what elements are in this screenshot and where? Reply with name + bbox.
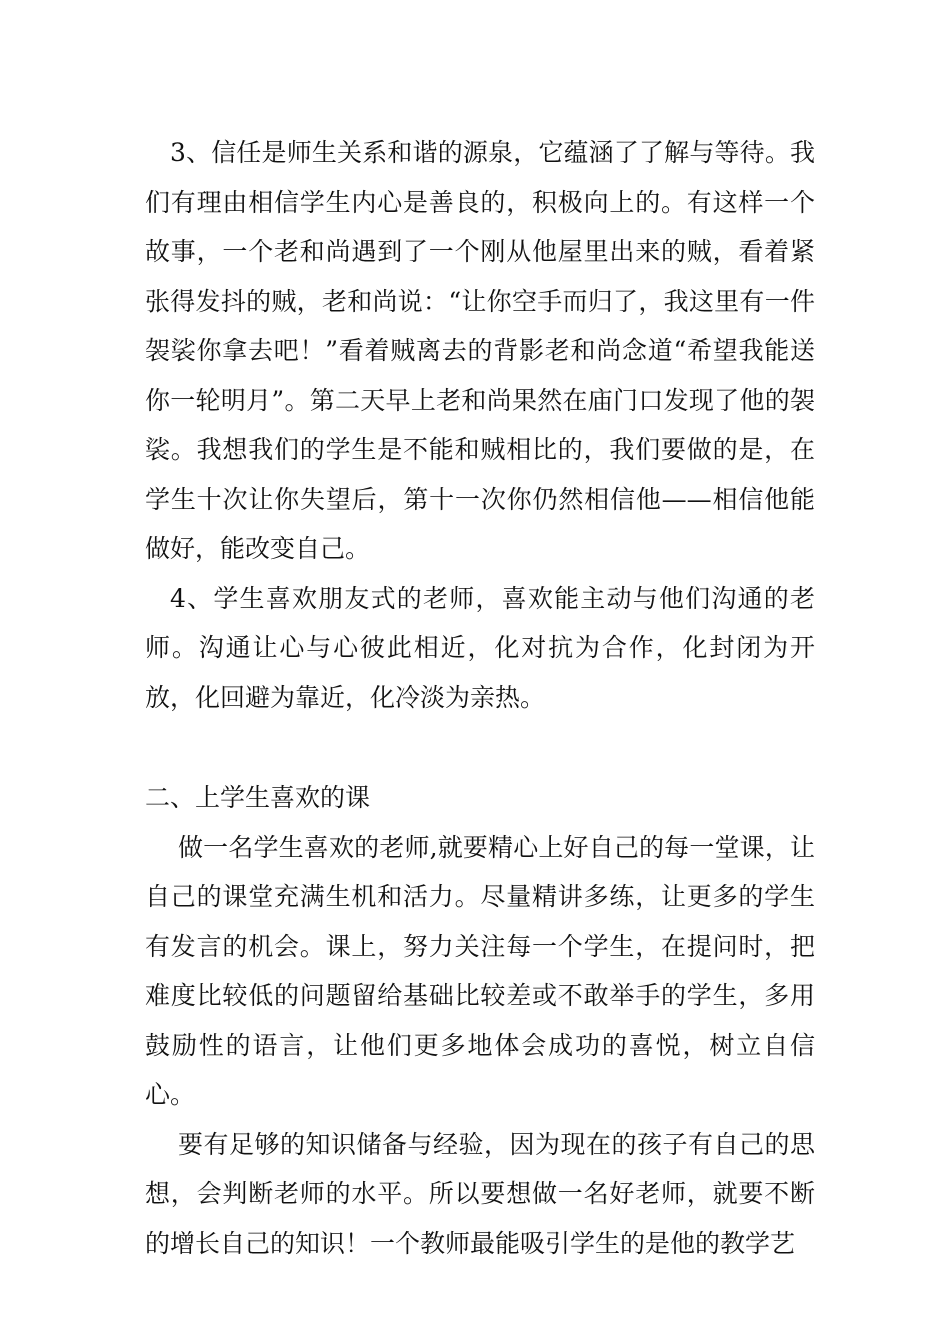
- paragraph-communication: 4、学生喜欢朋友式的老师，喜欢能主动与他们沟通的老师。沟通让心与心彼此相近，化对抗为合作，化封闭为开放，化回避为靠近，化冷淡为亲热。: [145, 583, 815, 712]
- paragraph-knowledge: 要有足够的知识储备与经验，因为现在的孩子有自己的思想，会判断老师的水平。所以要想做一名好老师，就要不断的增长自己的知识！一个教师最能吸引学生的是他的教学艺: [145, 1129, 815, 1258]
- section-heading: 二、上学生喜欢的课: [145, 783, 371, 812]
- document-body: [145, 128, 815, 1268]
- paragraph-trust: 3、信任是师生关系和谐的源泉，它蕴涵了了解与等待。我们有理由相信学生内心是善良的，积极向上的。有这样一个故事，一个老和尚遇到了一个刚从他屋里出来的贼，看着紧张得发抖的贼，老和尚说：“让你空手而归了，我这里有一件袈裟你拿去吧！”看着贼离去的背影老和尚念道“希望我能送你一轮明月”。第二天早上老和尚果然在庙门口发现了他的袈裟。我想我们的学生是不能和贼相比的，我们要做的是，在学生十次让你失望后，第十一次你仍然相信他——相信他能做好，能改变自己。: [145, 138, 815, 563]
- paragraph-class-quality: 做一名学生喜欢的老师,就要精心上好自己的每一堂课，让自己的课堂充满生机和活力。尽量精讲多练，让更多的学生有发言的机会。课上，努力关注每一个学生，在提问时，把难度比较低的问题留给基础比较差或不敢举手的学生，多用鼓励性的语言，让他们更多地体会成功的喜悦，树立自信心。: [145, 832, 815, 1109]
